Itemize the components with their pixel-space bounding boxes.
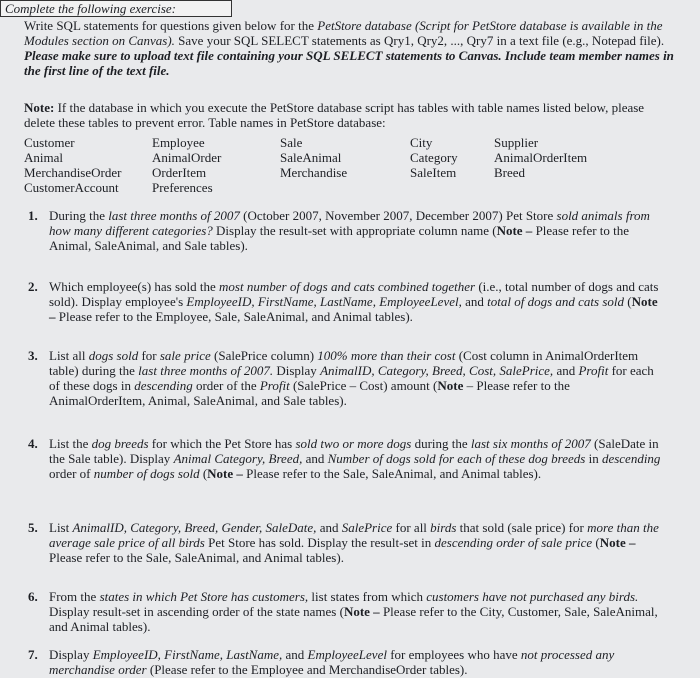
table-name: Sale <box>280 135 303 150</box>
question-text: Display EmployeeID, FirstName, LastName, and EmployeeLevel for employees who have not processed any merchandise order (Please refer to the Employee and MerchandiseOrder tables). <box>49 647 615 677</box>
question-text: Which employee(s) has sold the most number of dogs and cats combined together (i.e., total number of dogs and cats sold). Display employee's EmployeeID, FirstName, LastName, EmployeeLevel, and total of dogs and cats sold (Note – Please refer to the Employee, Sale, SaleAnimal, and Animal tables). <box>49 279 659 324</box>
table-name: Customer <box>24 135 75 150</box>
table-name: Merchandise <box>280 165 348 180</box>
question-7 <box>28 647 664 677</box>
table-name: CustomerAccount <box>24 180 119 195</box>
question-2 <box>28 279 664 324</box>
table-name: Animal <box>24 150 63 165</box>
question-3 <box>28 348 664 408</box>
table-name: Breed <box>494 165 526 180</box>
note-text: If the database in which you execute the PetStore database script has tables with table names listed below, please delete these tables to prevent error. Table names in PetStore database: <box>24 100 645 130</box>
intro-paragraph <box>24 18 676 78</box>
question-text: During the last three months of 2007 (October 2007, November 2007, December 2007) Pet Store sold animals from how many different categories? Display the result-set with appropriate column name (Note – Please refer to the Animal, SaleAnimal, and Sale tables). <box>49 208 650 253</box>
table-name: Preferences <box>152 180 213 195</box>
question-5 <box>28 520 664 565</box>
intro-text-1: Write SQL statements for questions given below for the <box>24 18 318 33</box>
question-number: 5. <box>28 520 38 535</box>
table-name: SaleAnimal <box>280 150 342 165</box>
table-name: Category <box>410 150 458 165</box>
question-text: From the states in which Pet Store has customers, list states from which customers have not purchased any birds. Display result-set in ascending order of the state names (Note – Please refer to the City, Customer, Sale, SaleAnimal, and Animal tables). <box>49 589 658 634</box>
exercise-title: Complete the following exercise: <box>0 0 232 17</box>
question-number: 6. <box>28 589 38 604</box>
question-1 <box>28 208 664 253</box>
table-name: OrderItem <box>152 165 207 180</box>
question-number: 4. <box>28 436 38 451</box>
intro-text-2: Save your SQL SELECT statements as Qry1, Qry2, ..., Qry7 in a text file (e.g., Notepad file). <box>174 33 665 48</box>
table-names-grid <box>24 135 664 195</box>
question-number: 7. <box>28 647 38 662</box>
note-label: Note: <box>24 100 55 115</box>
question-text: List the dog breeds for which the Pet Store has sold two or more dogs during the last six months of 2007 (SaleDate in the Sale table). Display Animal Category, Breed, and Number of dogs sold for each of these dog breeds in descending order of number of dogs sold (Note – Please refer to the Sale, SaleAnimal, and Animal tables). <box>49 436 661 481</box>
question-6 <box>28 589 664 634</box>
intro-db-name: PetStore database (Script for PetStore database is available in the Modules section on Canvas). <box>24 18 663 48</box>
question-text: List all dogs sold for sale price (SalePrice column) 100% more than their cost (Cost column in AnimalOrderItem table) during the last three months of 2007. Display AnimalID, Category, Breed, Cost, SalePrice, and Profit for each of these dogs in descending order of the Profit (SalePrice – Cost) amount (Note – Please refer to the AnimalOrderItem, Animal, SaleAnimal, and Sale tables). <box>49 348 654 408</box>
intro-upload-instruction: Please make sure to upload text file containing your SQL SELECT statements to Canvas. Include team member names in the first line of the text file. <box>24 48 674 78</box>
table-name: SaleItem <box>410 165 457 180</box>
table-name: MerchandiseOrder <box>24 165 122 180</box>
table-name: AnimalOrder <box>152 150 222 165</box>
table-name: City <box>410 135 433 150</box>
question-number: 2. <box>28 279 38 294</box>
question-text: List AnimalID, Category, Breed, Gender, SaleDate, and SalePrice for all birds that sold (sale price) for more than the average sale price of all birds Pet Store has sold. Display the result-set in descending order of sale price (Note – Please refer to the Sale, SaleAnimal, and Animal tables). <box>49 520 659 565</box>
table-name: AnimalOrderItem <box>494 150 588 165</box>
table-name: Employee <box>152 135 205 150</box>
note-paragraph <box>24 100 676 130</box>
question-number: 3. <box>28 348 38 363</box>
question-4 <box>28 436 664 481</box>
question-number: 1. <box>28 208 38 223</box>
table-name: Supplier <box>494 135 539 150</box>
